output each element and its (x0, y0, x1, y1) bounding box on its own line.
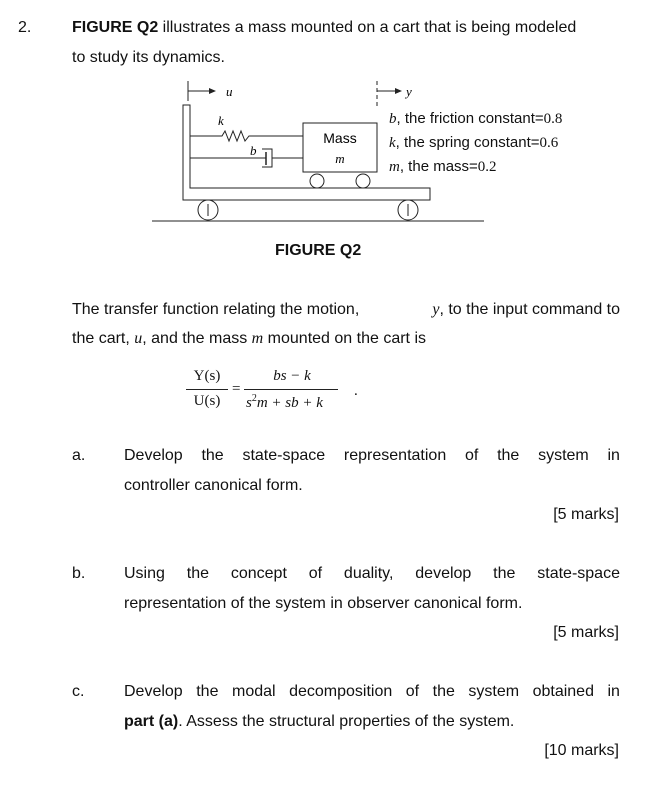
eq-rhs-numerator: bs − k (273, 368, 311, 384)
part-a-word: representation (343, 447, 447, 464)
legend-k-value: 0.6 (539, 135, 559, 151)
legend-b-value: 0.8 (543, 111, 563, 127)
part-a-reference: part (a) (124, 713, 179, 730)
legend-m-value: 0.2 (477, 159, 497, 175)
part-a-marks: [5 marks] (553, 506, 619, 523)
y-arrowhead (395, 88, 402, 94)
part-a-word: in (607, 447, 620, 464)
part-c-word: the (432, 683, 455, 700)
part-b-word: duality, (343, 565, 394, 582)
eq-rhs-denominator (246, 393, 323, 412)
symbol-y: y (432, 301, 440, 318)
u-arrowhead (209, 88, 216, 94)
legend-k-text: , the spring constant= (395, 134, 540, 151)
intro-text: illustrates a mass mounted on a cart that is being modeled (158, 19, 577, 36)
mass-wheel-right (356, 174, 370, 188)
legend-m-text: , the mass= (399, 158, 478, 175)
u-label: u (226, 84, 233, 99)
legend-b-text: , the friction constant= (396, 110, 544, 127)
transfer-line1 (72, 300, 620, 320)
transfer-line2 (72, 329, 426, 349)
part-b-label: b. (72, 565, 86, 582)
part-c-word: obtained (532, 683, 594, 700)
transfer-line1-a: The transfer function relating the motion, (72, 301, 360, 318)
part-b-line2: representation of the system in observer canonical form. (124, 595, 523, 612)
part-b-line1 (124, 564, 620, 584)
eq-lhs-numerator: Y(s) (193, 368, 221, 384)
part-b-word: the (186, 565, 209, 582)
mass-label: Mass (323, 130, 357, 146)
symbol-u: u (134, 330, 143, 347)
part-c-word: of (405, 683, 420, 700)
part-b-word: develop (415, 565, 472, 582)
figure-caption: FIGURE Q2 (275, 242, 362, 259)
eq-end-period: . (354, 383, 358, 399)
spring (190, 131, 303, 141)
part-c-word: Develop (124, 683, 183, 700)
part-a-line1 (124, 446, 620, 466)
legend-friction (389, 109, 562, 129)
part-b-word: of (308, 565, 323, 582)
transfer-line2-a: the cart, (72, 330, 130, 347)
mass-wheel-left (310, 174, 324, 188)
eq-lhs-bar (186, 389, 228, 390)
legend-k-symbol: k (389, 135, 396, 151)
eq-equals: = (232, 381, 241, 397)
part-c-word: modal (231, 683, 276, 700)
part-a-label: a. (72, 447, 86, 464)
part-b-word: the (493, 565, 516, 582)
b-label: b (250, 143, 257, 158)
part-a-line2: controller canonical form. (124, 477, 303, 494)
transfer-line2-c: mounted on the cart is (263, 330, 426, 347)
k-label: k (218, 113, 224, 128)
question-number: 2. (18, 19, 32, 36)
part-c-line2-text: . Assess the structural properties of the system. (178, 713, 515, 730)
eq-lhs-denominator: U(s) (193, 393, 221, 409)
legend-b-symbol: b (389, 111, 397, 127)
transfer-line1-b: , to the input command to (439, 301, 620, 318)
part-b-marks: [5 marks] (553, 624, 619, 641)
part-c-word: decomposition (289, 683, 393, 700)
figure-ref: FIGURE Q2 (72, 19, 159, 36)
legend-spring (389, 133, 558, 153)
eq-rhs-bar (244, 389, 338, 390)
part-b-word: Using (124, 565, 165, 582)
eq-den-exponent: 2 (251, 393, 257, 404)
cart-mass-figure (0, 70, 651, 270)
question-intro-line1 (72, 18, 576, 38)
part-a-word: state-space (242, 447, 326, 464)
part-c-word: system (468, 683, 520, 700)
eq-den-s: s (246, 395, 252, 411)
part-c-word: in (607, 683, 620, 700)
transfer-line2-b: , and the mass (142, 330, 248, 347)
part-c-line1 (124, 682, 620, 702)
symbol-m: m (251, 330, 264, 347)
part-a-word: Develop (124, 447, 183, 464)
part-c-label: c. (72, 683, 85, 700)
part-c-line2 (124, 712, 514, 732)
question-intro-line2: to study its dynamics. (72, 49, 225, 66)
part-a-word: the (201, 447, 224, 464)
part-c-word: the (196, 683, 219, 700)
mass-symbol: m (335, 151, 345, 166)
part-b-word: state-space (537, 565, 620, 582)
eq-den-rest: m + sb + k (256, 395, 323, 411)
y-label: y (406, 84, 412, 99)
part-a-word: of (464, 447, 479, 464)
part-c-marks: [10 marks] (544, 742, 619, 759)
part-a-word: system (538, 447, 589, 464)
legend-mass (389, 157, 497, 177)
part-b-word: concept (230, 565, 287, 582)
legend-m-symbol: m (389, 159, 400, 175)
part-a-word: the (497, 447, 520, 464)
